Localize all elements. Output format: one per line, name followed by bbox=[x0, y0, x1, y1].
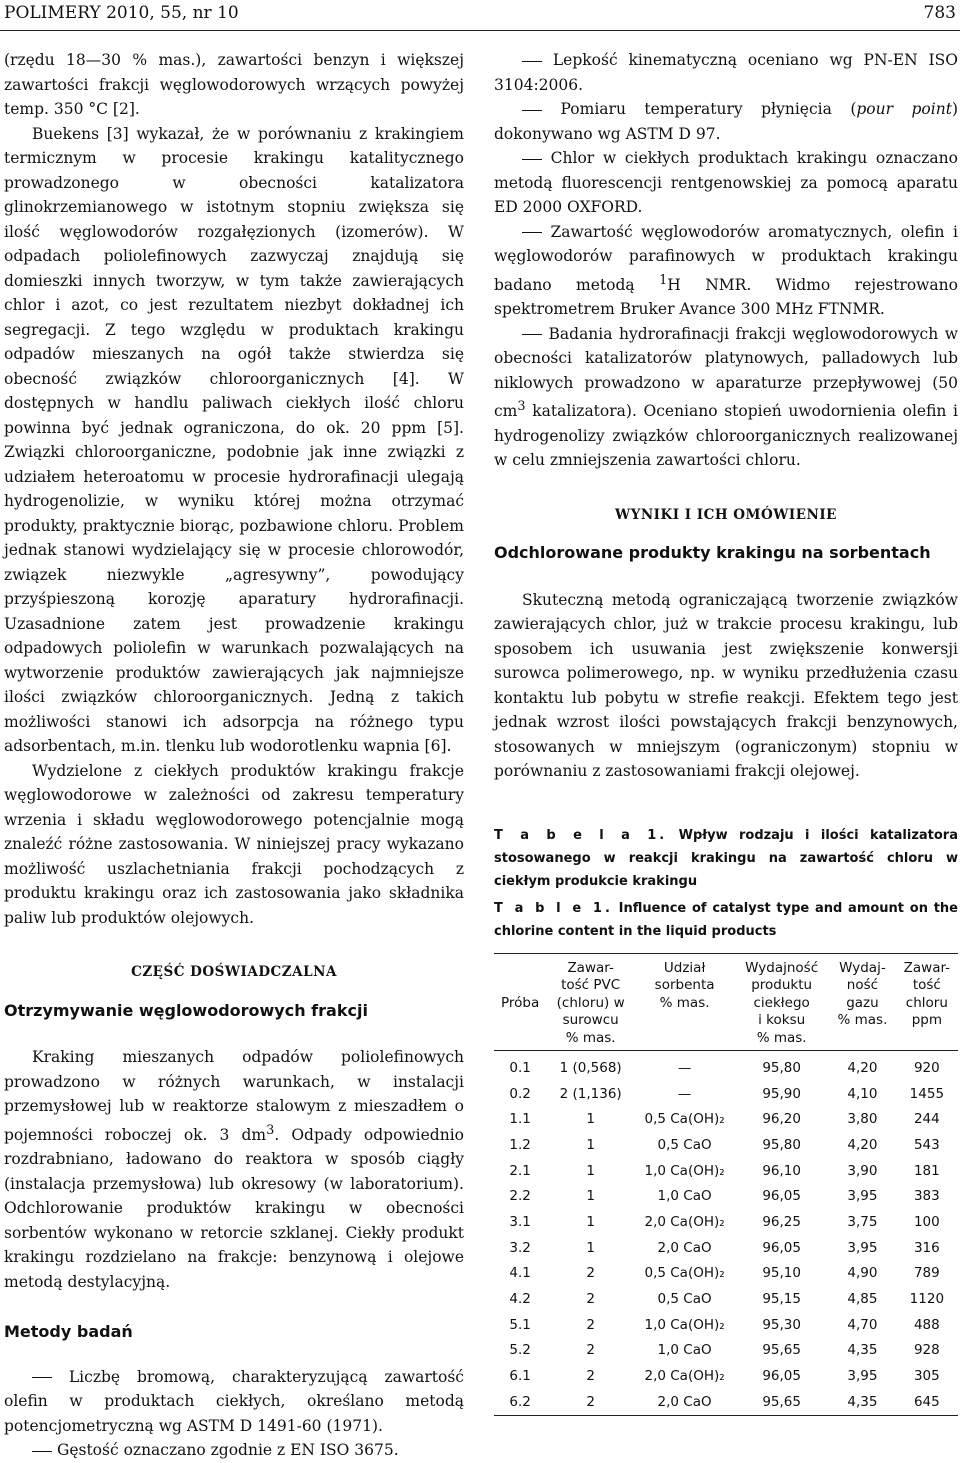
table-cell: 2 (1,136) bbox=[559, 1085, 622, 1102]
table-cell: 4.1 bbox=[509, 1265, 531, 1282]
table-cell: 2 bbox=[586, 1265, 595, 1282]
table-body bbox=[494, 1051, 958, 1416]
table-cell: 0.2 bbox=[509, 1085, 531, 1102]
table-caption-en: T a b l e 1. Influence of catalyst type and amount on the chlorine content in the liquid products bbox=[494, 900, 958, 939]
table-header-cell: Wydaj- ność gazu % mas. bbox=[829, 953, 896, 1051]
table-cell: 95,30 bbox=[762, 1316, 801, 1333]
table-cell: 95,90 bbox=[762, 1085, 801, 1102]
table-header-cell: Udział sorbenta % mas. bbox=[635, 953, 734, 1051]
left-column bbox=[4, 48, 464, 1463]
table-row bbox=[494, 1364, 958, 1390]
table-cell: 1,0 Ca(OH)₂ bbox=[644, 1162, 725, 1179]
table-cell: 4,70 bbox=[847, 1316, 878, 1333]
table-cell: 4,35 bbox=[829, 1389, 896, 1415]
table-cell: 96,25 bbox=[762, 1214, 801, 1231]
method-item: Zawartość węglowodorów aromatycznych, olefin i węglowodorów parafinowych w produktach krakingu badano metodą $^1$H NMR. Widmo rejestrowano spektrometrem Bruker Avance 300 MHz FTNMR. bbox=[494, 222, 958, 319]
table-header-cell: Zawar- tość PVC (chloru) w surowcu % mas. bbox=[546, 953, 635, 1051]
table-cell: 488 bbox=[913, 1316, 940, 1333]
table-cell: 1.1 bbox=[509, 1111, 531, 1128]
table-header-row bbox=[494, 953, 958, 1051]
table-cell: 0,5 CaO bbox=[657, 1136, 712, 1153]
table-cell: 0,5 CaO bbox=[657, 1291, 712, 1308]
table-cell: 4,90 bbox=[847, 1265, 878, 1282]
table-cell: 95,15 bbox=[762, 1291, 801, 1308]
table-cell: 5.1 bbox=[509, 1316, 531, 1333]
table-cell: 2 bbox=[586, 1316, 595, 1333]
table-cell: 1120 bbox=[909, 1291, 945, 1308]
table-cell: 3.2 bbox=[509, 1239, 531, 1256]
table-cell: 4,20 bbox=[847, 1059, 878, 1076]
page-number: 783 bbox=[923, 3, 956, 23]
table-cell: 789 bbox=[913, 1265, 940, 1282]
table-cell: 1 bbox=[586, 1162, 595, 1179]
table-cell: 3,90 bbox=[847, 1162, 878, 1179]
table-cell: 96,20 bbox=[762, 1111, 801, 1128]
table-cell: 2,0 CaO bbox=[635, 1389, 734, 1415]
section-heading: WYNIKI I ICH OMÓWIENIE bbox=[615, 506, 837, 523]
table-cell: 1 bbox=[586, 1239, 595, 1256]
table-cell: 96,05 bbox=[762, 1188, 801, 1205]
subsection-heading: Metody badań bbox=[4, 1322, 133, 1342]
table-header-cell: Próba bbox=[494, 953, 546, 1051]
table-cell: 2,0 Ca(OH)₂ bbox=[644, 1214, 725, 1231]
table-cell: 928 bbox=[913, 1342, 940, 1359]
table-cell: 383 bbox=[913, 1188, 940, 1205]
table-cell: 1,0 CaO bbox=[657, 1342, 712, 1359]
table-cell: 1 bbox=[586, 1111, 595, 1128]
method-item: Liczbę bromową, charakteryzującą zawartość olefin w produktach ciekłych, określano metodą potencjometryczną wg ASTM D 1491-60 (1971). bbox=[4, 1367, 464, 1435]
table-cell: 4,35 bbox=[847, 1342, 878, 1359]
table-cell: 2 bbox=[586, 1368, 595, 1385]
table-row bbox=[494, 1389, 958, 1415]
table-cell: 1 bbox=[586, 1188, 595, 1205]
table-row bbox=[494, 1209, 958, 1235]
table-header-cell: Wydajność produktu ciekłego i koksu % mas. bbox=[734, 953, 829, 1051]
journal-citation: POLIMERY 2010, 55, nr 10 bbox=[4, 3, 239, 23]
method-item: Lepkość kinematyczną oceniano wg PN-EN ISO 3104:2006. bbox=[494, 51, 958, 94]
table-cell: 4,20 bbox=[847, 1136, 878, 1153]
table-cell: 4,85 bbox=[847, 1291, 878, 1308]
table-cell: 100 bbox=[913, 1214, 940, 1231]
table-cell: 2 bbox=[586, 1291, 595, 1308]
paragraph: (rzędu 18—30 % mas.), zawartości benzyn i większej zawartości frakcji węglowodorowych wrzących powyżej temp. 350 °C [2]. bbox=[4, 51, 464, 118]
table-row bbox=[494, 1132, 958, 1158]
table-cell: 1 (0,568) bbox=[559, 1059, 622, 1076]
table-cell: 181 bbox=[913, 1162, 940, 1179]
table-cell: 645 bbox=[896, 1389, 958, 1415]
table-cell: 244 bbox=[913, 1111, 940, 1128]
table-cell: 3.1 bbox=[509, 1214, 531, 1231]
table-row bbox=[494, 1235, 958, 1261]
table-cell: 5.2 bbox=[509, 1342, 531, 1359]
paragraph: Wydzielone z ciekłych produktów krakingu frakcje węglowodorowe w zależności od zakresu temperatury wrzenia i składu węglowodorowego potencjalnie mogą znaleźć różne zastosowania. W niniejszej pracy wykazano możliwość uszlachetniania frakcji pochodzących z produktu krakingu oraz ich zastosowania jako składnika paliw lub produktów olejowych. bbox=[4, 761, 464, 927]
table-row bbox=[494, 1158, 958, 1184]
table-cell: 6.2 bbox=[494, 1389, 546, 1415]
table-cell: 1 bbox=[586, 1136, 595, 1153]
table-cell: 95,80 bbox=[762, 1059, 801, 1076]
right-column bbox=[494, 48, 958, 1416]
table-cell: 2,0 Ca(OH)₂ bbox=[644, 1368, 725, 1385]
table-cell: 95,10 bbox=[762, 1265, 801, 1282]
method-item: Badania hydrorafinacji frakcji węglowodorowych w obecności katalizatorów platynowych, palladowych lub niklowych prowadzono w aparaturze przepływowej (50 $cm^3$ katalizatora). Oceniano stopień uwodornienia olefin i hydrogenolizy związków chloroorganicznych realizowanej w celu zmniejszenia zawartości chloru. bbox=[494, 324, 958, 470]
table-row bbox=[494, 1107, 958, 1133]
table-cell: 95,80 bbox=[762, 1136, 801, 1153]
table-row bbox=[494, 1184, 958, 1210]
table-row bbox=[494, 1081, 958, 1107]
table-cell: 2 bbox=[586, 1342, 595, 1359]
table-cell: 1,0 CaO bbox=[657, 1188, 712, 1205]
table-cell: 1,0 Ca(OH)₂ bbox=[644, 1316, 725, 1333]
table-cell: 4.2 bbox=[509, 1291, 531, 1308]
table-cell: 4,10 bbox=[847, 1085, 878, 1102]
table-cell: 0,5 Ca(OH)₂ bbox=[644, 1111, 725, 1128]
table-cell: 1455 bbox=[909, 1085, 945, 1102]
paragraph: Skuteczną metodą ograniczającą tworzenie związków zawierających chlor, już w trakcie procesu krakingu, lub sposobem ich usuwania jest zwiększenie konwersji surowca polimerowego, np. w wyniku przedłużenia czasu kontaktu lub pobytu w strefie reakcji. Efektem tego jest jednak wzrost ilości powstających frakcji benzynowych, stosowanych w mniejszym (ograniczonym) stopniu w porównaniu z zastosowaniami frakcji olejowej. bbox=[494, 590, 958, 781]
table-caption-pl: T a b e l a 1. Wpływ rodzaju i ilości katalizatora stosowanego w reakcji krakingu na zawartość chloru w ciekłym produkcie krakingu bbox=[494, 827, 958, 889]
table-cell: 543 bbox=[913, 1136, 940, 1153]
table-cell: 3,80 bbox=[847, 1111, 878, 1128]
table-header-cell: Zawar- tość chloru ppm bbox=[896, 953, 958, 1051]
table-cell: 2.2 bbox=[509, 1188, 531, 1205]
table-cell: 920 bbox=[913, 1059, 940, 1076]
table-cell: 95,65 bbox=[762, 1342, 801, 1359]
table-cell: 0,5 Ca(OH)₂ bbox=[644, 1265, 725, 1282]
table-cell: 96,10 bbox=[762, 1162, 801, 1179]
table-cell: 305 bbox=[913, 1368, 940, 1385]
table-row bbox=[494, 1051, 958, 1081]
table-row bbox=[494, 1287, 958, 1313]
table-cell: 3,75 bbox=[847, 1214, 878, 1231]
subsection-heading: Odchlorowane produkty krakingu na sorbentach bbox=[494, 543, 931, 563]
table-row bbox=[494, 1312, 958, 1338]
table-cell: 1 bbox=[586, 1214, 595, 1231]
results-table bbox=[494, 953, 958, 1416]
table-cell: 96,05 bbox=[762, 1368, 801, 1385]
table-cell: 3,95 bbox=[847, 1188, 878, 1205]
table-row bbox=[494, 1261, 958, 1287]
table-cell: 3,95 bbox=[847, 1239, 878, 1256]
method-item: Pomiaru temperatury płynięcia (pour point) dokonywano wg ASTM D 97. bbox=[494, 100, 958, 143]
section-heading: CZĘŚĆ DOŚWIADCZALNA bbox=[131, 964, 337, 980]
table-cell: 1.2 bbox=[509, 1136, 531, 1153]
table-cell: 0.1 bbox=[509, 1059, 531, 1076]
paragraph: Kraking mieszanych odpadów poliolefinowych prowadzono w różnych warunkach, w instalacji przemysłowej lub w reaktorze stalowym z mieszadłem o pojemności roboczej ok. 3 $dm^3$. Odpady odpowiednio rozdrabniano, ładowano do reaktora w sposób ciągły (instalacja przemysłowa) lub okresowy (w laboratorium). Odchlorowanie produktów krakingu w obecności sorbentów wykonano w retorcie szklanej. Ciekły produkt krakingu rozdzielano na frakcje: benzynową i olejowe metodą destylacyjną. bbox=[4, 1048, 465, 1291]
table-cell: 3,95 bbox=[847, 1368, 878, 1385]
table-cell: 2.1 bbox=[509, 1162, 531, 1179]
method-item: Gęstość oznaczano zgodnie z EN ISO 3675. bbox=[4, 1438, 464, 1463]
table-cell: 2,0 CaO bbox=[657, 1239, 712, 1256]
table-cell: 316 bbox=[913, 1239, 940, 1256]
table-cell: — bbox=[677, 1085, 692, 1102]
table-cell: 96,05 bbox=[762, 1239, 801, 1256]
subsection-heading: Otrzymywanie węglowodorowych frakcji bbox=[4, 1000, 368, 1020]
method-item: Chlor w ciekłych produktach krakingu oznaczano metodą fluorescencji rentgenowskiej za pomocą aparatu ED 2000 OXFORD. bbox=[494, 149, 958, 216]
table-cell: — bbox=[677, 1059, 692, 1076]
running-header bbox=[0, 0, 960, 31]
table-cell: 95,65 bbox=[734, 1389, 829, 1415]
paragraph: Buekens [3] wykazał, że w porównaniu z krakingiem termicznym w procesie krakingu katalitycznego prowadzonego w obecności katalizatora glinokrzemianowego w istotnym stopniu zwiększa się ilość węglowodorów rozgałęzionych (izomerów). W odpadach poliolefinowych zazwyczaj znajdują się domieszki innych tworzyw, w tym także zawierających chlor i azot, co jest rezultatem niezbyt dokładnej ich segregacji. Z tego względu w produktach krakingu odpadów mieszanych na ogół także stwierdza się obecność związków chloroorganicznych [4]. W dostępnych w handlu paliwach ciekłych ilość chloru powinna być jednak ograniczona, do ok. 20 ppm [5]. Związki chloroorganiczne, podobnie jak inne związki z udziałem heteroatomu w procesie hydrorafinacji ulegają hydrogenolizie, w wyniku której można otrzymać produkty, praktycznie biorąc, pozbawione chloru. Problem jednak stanowi wydzielający się w procesie chlorowodór, związek niezwykle „agresywny”, powodujący przyśpieszoną korozję aparatury hydrorafinacji. Uzasadnione zatem jest prowadzenie krakingu odpadowych poliolefin w warunkach pozwalających na wytworzenie produktów zawierających jak najmniejsze ilości związków chloroorganicznych. Jedną z takich możliwości stanowi ich adsorpcja na różnego typu adsorbentach, m.in. tlenku lub wodorotlenku wapnia [6]. bbox=[4, 124, 464, 755]
table-row bbox=[494, 1338, 958, 1364]
table-cell: 6.1 bbox=[509, 1368, 531, 1385]
table-cell: 2 bbox=[546, 1389, 635, 1415]
